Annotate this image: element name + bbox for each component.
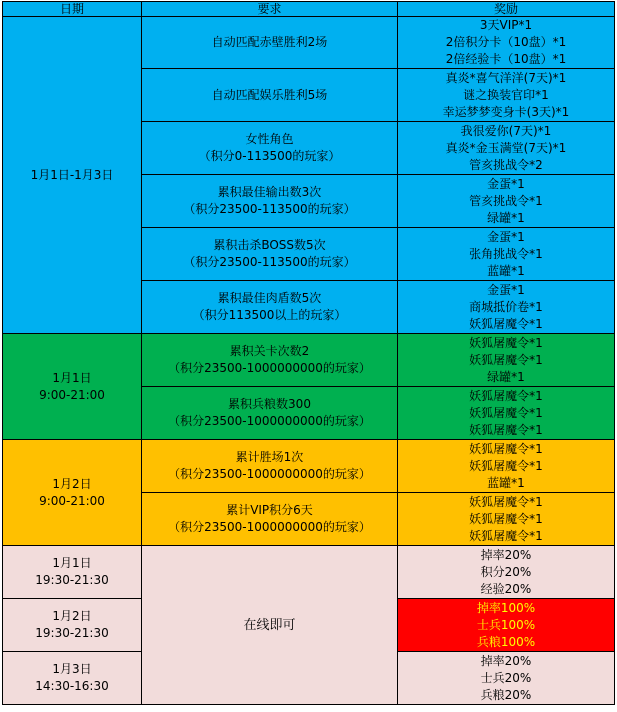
reward-cell	[398, 387, 615, 440]
requirement-cell-line: 累积最佳输出数3次	[217, 185, 322, 199]
requirement-cell-line: （积分23500-1000000000的玩家）	[168, 520, 371, 534]
header-date: 日期	[3, 2, 142, 17]
table-row	[3, 546, 615, 599]
requirement-cell-line: 累积关卡次数2	[229, 344, 310, 358]
requirement-cell-line: 累积最佳肉盾数5次	[217, 291, 322, 305]
reward-cell-line: 蓝罐*1	[487, 475, 525, 490]
date-cell-line: 1月3日	[52, 662, 92, 676]
requirement-cell	[142, 175, 398, 228]
requirement-cell-line: 累计VIP积分6天	[226, 503, 313, 517]
reward-cell	[398, 652, 615, 705]
reward-cell-line: 妖狐屠魔令*1	[469, 405, 543, 420]
requirement-cell	[142, 493, 398, 546]
reward-cell-line: 真炎*金玉满堂(7天)*1	[445, 140, 567, 155]
requirement-cell-line: 累积击杀BOSS数5次	[213, 238, 326, 252]
requirement-cell-line: 累积兵粮数300	[228, 397, 311, 411]
date-cell-line: 1月2日	[52, 609, 92, 623]
reward-cell-line: 妖狐屠魔令*1	[469, 441, 543, 456]
requirement-cell	[142, 228, 398, 281]
reward-cell-line: 兵粮20%	[480, 687, 532, 702]
date-cell-line: 9:00-21:00	[39, 387, 105, 402]
reward-cell-line: 绿罐*1	[487, 210, 525, 225]
reward-cell-line: 管亥挑战令*2	[469, 157, 543, 172]
reward-cell-line: 张角挑战令*1	[469, 246, 543, 261]
reward-cell	[398, 17, 615, 69]
requirement-cell	[142, 281, 398, 334]
reward-cell-line: 蓝罐*1	[487, 263, 525, 278]
reward-cell-line: 3天VIP*1	[479, 18, 533, 32]
requirement-cell: 在线即可	[142, 546, 398, 705]
requirement-cell	[142, 69, 398, 122]
requirement-cell-line: 女性角色	[245, 132, 294, 146]
reward-cell	[398, 493, 615, 546]
date-cell-line: 19:30-21:30	[35, 573, 109, 587]
reward-cell-line: 妖狐屠魔令*1	[469, 494, 543, 509]
date-cell	[3, 334, 142, 440]
date-cell-line: 19:30-21:30	[35, 626, 109, 640]
reward-cell	[398, 440, 615, 493]
table-row	[3, 17, 615, 69]
requirement-cell	[142, 122, 398, 175]
date-cell-line: 1月1日-1月3日	[30, 167, 114, 182]
table-row	[3, 440, 615, 493]
date-cell-line: 14:30-16:30	[35, 679, 109, 693]
reward-cell-line: 真炎*喜气洋洋(7天)*1	[445, 70, 567, 85]
reward-cell-line: 管亥挑战令*1	[469, 193, 543, 208]
requirement-cell	[142, 17, 398, 69]
reward-cell-line: 金蛋*1	[487, 176, 525, 191]
date-cell	[3, 546, 142, 599]
reward-cell-line: 幸运梦梦变身卡(3天)*1	[442, 104, 570, 119]
reward-cell-line: 金蛋*1	[487, 229, 525, 244]
reward-cell-line: 妖狐屠魔令*1	[469, 388, 543, 403]
table-row	[3, 334, 615, 387]
date-cell-line: 1月2日	[52, 476, 92, 491]
header-row	[3, 2, 615, 17]
reward-cell-line: 妖狐屠魔令*1	[469, 528, 543, 543]
reward-cell-line: 士兵20%	[480, 670, 532, 685]
reward-cell-line: 掉率20%	[480, 547, 532, 562]
reward-cell-line: 商城抵价卷*1	[469, 299, 543, 314]
reward-cell-line: 经验20%	[480, 581, 532, 596]
requirement-cell	[142, 387, 398, 440]
requirement-cell-line: （积分113500以上的玩家）	[192, 308, 347, 322]
requirement-cell-line: （积分23500-113500的玩家）	[183, 255, 356, 269]
reward-cell-line: 妖狐屠魔令*1	[469, 511, 543, 526]
date-cell-line: 9:00-21:00	[39, 493, 105, 508]
reward-cell	[398, 599, 615, 652]
reward-cell-line: 妖狐屠魔令*1	[469, 458, 543, 473]
requirement-cell-line: （积分23500-1000000000的玩家）	[168, 361, 371, 375]
reward-cell-line: 积分20%	[480, 564, 532, 579]
reward-cell	[398, 546, 615, 599]
reward-cell-line: 妖狐屠魔令*1	[469, 422, 543, 437]
reward-cell-line: 兵粮100%	[476, 634, 536, 649]
reward-cell	[398, 122, 615, 175]
reward-cell-line: 掉率100%	[476, 600, 536, 615]
reward-cell-line: 士兵100%	[476, 617, 536, 632]
reward-cell	[398, 175, 615, 228]
reward-cell	[398, 334, 615, 387]
requirement-cell-line: （积分23500-1000000000的玩家）	[168, 467, 371, 481]
requirement-cell-line: 累计胜场1次	[235, 450, 304, 464]
reward-cell-line: 绿罐*1	[487, 369, 525, 384]
date-cell	[3, 17, 142, 334]
requirement-cell-line: 自动匹配赤壁胜利2场	[211, 35, 328, 49]
reward-cell-line: 2倍经验卡（10盘）*1	[445, 52, 567, 66]
reward-cell-line: 妖狐屠魔令*1	[469, 352, 543, 367]
reward-cell-line: 2倍积分卡（10盘）*1	[445, 35, 567, 49]
reward-cell	[398, 69, 615, 122]
reward-cell	[398, 228, 615, 281]
requirement-cell-line: （积分23500-1000000000的玩家）	[168, 414, 371, 428]
date-cell	[3, 440, 142, 546]
rewards-table	[2, 1, 615, 705]
date-cell-line: 1月1日	[52, 370, 92, 385]
header-requirement: 要求	[142, 2, 398, 17]
date-cell	[3, 652, 142, 705]
reward-cell-line: 妖狐屠魔令*1	[469, 335, 543, 350]
requirement-cell	[142, 334, 398, 387]
date-cell-line: 1月1日	[52, 556, 92, 570]
header-reward: 奖励	[398, 2, 615, 17]
requirement-cell-line: （积分0-113500的玩家）	[198, 149, 341, 163]
reward-cell-line: 妖狐屠魔令*1	[469, 316, 543, 331]
reward-cell-line: 掉率20%	[480, 653, 532, 668]
requirement-cell-line: 自动匹配娱乐胜利5场	[211, 87, 328, 102]
reward-cell-line: 谜之换装官印*1	[463, 87, 549, 102]
date-cell	[3, 599, 142, 652]
reward-cell-line: 金蛋*1	[487, 282, 525, 297]
reward-cell-line: 我很爱你(7天)*1	[460, 123, 552, 138]
requirement-cell	[142, 440, 398, 493]
requirement-cell-line: （积分23500-113500的玩家）	[183, 202, 356, 216]
reward-cell	[398, 281, 615, 334]
